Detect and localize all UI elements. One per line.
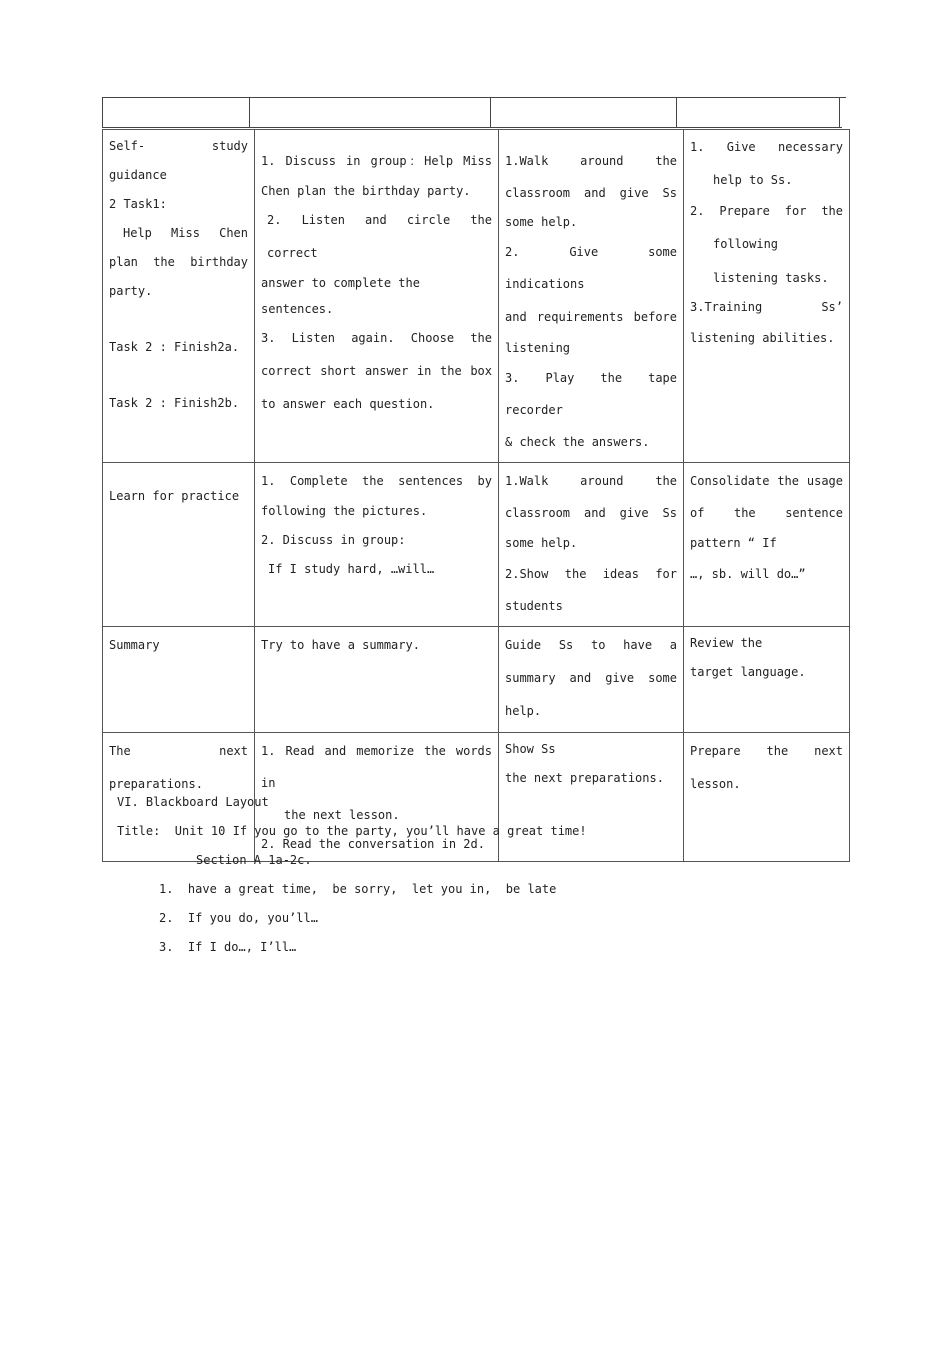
top-border [102, 97, 846, 98]
text-line: …, sb. will do…” [690, 567, 806, 581]
step-cell [103, 627, 255, 733]
text-line: 1. Complete the sentences by [261, 474, 492, 488]
text-line: & check the answers. [505, 435, 650, 449]
text-line: some help. [505, 536, 578, 550]
purpose-cell [684, 463, 850, 627]
text-line: the next preparations. [505, 771, 664, 785]
text-line: Summary [109, 638, 160, 652]
teacher-activity-cell [499, 130, 684, 463]
text-line: classroom and give Ss [505, 186, 677, 200]
table-row [103, 463, 850, 627]
spacer [109, 306, 248, 333]
section-heading: VI. Blackboard Layout [117, 795, 269, 809]
text-line: lesson. [690, 777, 741, 791]
text-line: 2. Give some indications [505, 245, 677, 291]
blackboard-layout [117, 788, 717, 962]
text-line: correct short answer in the box [261, 364, 492, 378]
students-activity-cell [255, 627, 499, 733]
text-line: students [505, 599, 563, 613]
text-line: 2. Discuss in group: [261, 533, 406, 547]
text-line: 2. Read the conversation in 2d. [261, 837, 485, 851]
text-line: Task 2 : Finish2a. [109, 340, 240, 354]
text-line: the next lesson. [284, 808, 400, 822]
text-line: summary and give some [505, 671, 677, 685]
text-line: help to Ss. [713, 173, 793, 187]
text-line: 1.Walk around the [505, 154, 677, 168]
list-item: 2. If you do, you’ll… [159, 911, 318, 925]
text-line: 3. Play the tape recorder [505, 371, 677, 417]
students-activity-cell [255, 463, 499, 627]
text-line: If I study hard, …will… [268, 562, 435, 576]
text-line: 3.Training Ss’ [690, 300, 843, 314]
text-line: Try to have a summary. [261, 638, 420, 652]
text-line: 2. Listen and circle the correct [267, 213, 492, 260]
teacher-activity-cell [499, 627, 684, 733]
table-row [103, 627, 850, 733]
text-line: plan the birthday [109, 255, 248, 269]
text-line: The next [109, 744, 248, 758]
text-line: listening abilities. [690, 331, 835, 345]
top-empty-row [102, 97, 848, 129]
text-line: some help. [505, 215, 578, 229]
text-line: to answer each question. [261, 397, 435, 411]
text-line: Prepare the next [690, 744, 843, 758]
students-activity-cell [255, 130, 499, 463]
text-line: help. [505, 704, 542, 718]
text-line: Guide Ss to have a [505, 638, 677, 652]
text-line: 1.Walk around the [505, 474, 677, 488]
text-line: and requirements before [505, 310, 677, 324]
text-line: classroom and give Ss [505, 506, 677, 520]
text-line: listening [505, 341, 571, 355]
text-line: 1. Discuss in group：Help Miss [261, 154, 492, 168]
text-line: listening tasks. [713, 271, 829, 285]
text-line: of the sentence [690, 506, 843, 520]
top-border-bottom [102, 127, 842, 128]
text-line: Consolidate the usage [690, 474, 843, 488]
text-line: target language. [690, 665, 806, 679]
text-line: 3. Listen again. Choose the [261, 331, 492, 345]
list-item: 3. If I do…, I’ll… [159, 940, 297, 954]
text-line: answer to complete the sentences. [261, 276, 420, 316]
text-line: Learn for practice [109, 489, 240, 503]
text-line: pattern “ If [690, 536, 777, 550]
text-line: Task 2 : Finish2b. [109, 396, 240, 410]
divider [249, 97, 250, 128]
text-line: Review the [690, 636, 763, 650]
purpose-cell [684, 130, 850, 463]
divider [676, 97, 677, 128]
text-line: Show Ss [505, 742, 556, 756]
text-line: Self- study guidance [109, 139, 248, 182]
purpose-cell [684, 627, 850, 733]
table-row [103, 130, 850, 463]
blackboard-section: Section A 1a-2c. [196, 853, 312, 867]
list-item: 1. have a great time, be sorry, let you in, be late [159, 882, 557, 896]
text-line: following [713, 237, 779, 251]
text-line: Chen plan the birthday party. [261, 184, 471, 198]
step-cell [103, 463, 255, 627]
spacer [109, 362, 248, 389]
text-line: 2 Task1: [109, 197, 167, 211]
text-line: following the pictures. [261, 504, 428, 518]
text-line: preparations. [109, 777, 203, 791]
divider [839, 97, 840, 128]
text-line: 2. Prepare for the [690, 204, 843, 218]
blackboard-title: Title: Unit 10 If you go to the party, you’ll have a great time! [117, 824, 587, 838]
divider [490, 97, 491, 128]
text-line: party. [109, 284, 153, 298]
divider [102, 97, 103, 128]
step-cell [103, 130, 255, 463]
text-line: 2.Show the ideas for [505, 567, 677, 581]
teacher-activity-cell [499, 463, 684, 627]
text-line: Help Miss Chen [123, 226, 248, 240]
lesson-plan-table [102, 129, 850, 862]
text-line: 1. Read and memorize the words in [261, 744, 492, 790]
text-line: 1. Give necessary [690, 140, 843, 154]
